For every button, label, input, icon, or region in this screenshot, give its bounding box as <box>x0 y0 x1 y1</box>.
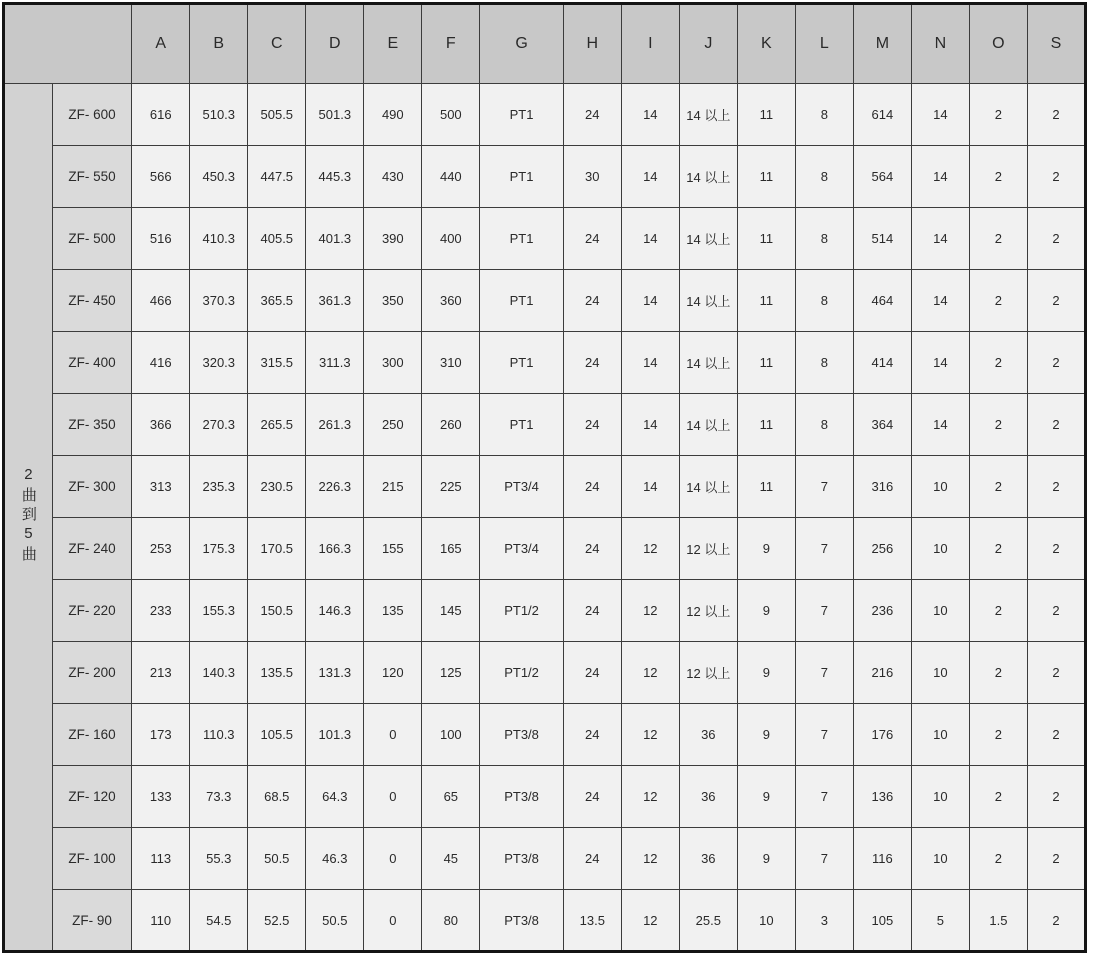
row-label: ZF- 550 <box>52 146 131 208</box>
cell-k: 11 <box>737 84 795 146</box>
cell-b: 73.3 <box>190 766 248 828</box>
row-label: ZF- 600 <box>52 84 131 146</box>
cell-m: 116 <box>853 828 911 890</box>
cell-d: 46.3 <box>306 828 364 890</box>
cell-s: 2 <box>1027 828 1085 890</box>
cell-g: PT3/8 <box>480 890 563 952</box>
cell-k: 11 <box>737 270 795 332</box>
cell-o: 2 <box>969 208 1027 270</box>
cell-c: 505.5 <box>248 84 306 146</box>
table-row <box>4 766 1086 828</box>
cell-a: 133 <box>132 766 190 828</box>
cell-g: PT3/8 <box>480 828 563 890</box>
cell-b: 235.3 <box>190 456 248 518</box>
column-header-n: N <box>911 4 969 84</box>
cell-l: 7 <box>795 518 853 580</box>
cell-h: 24 <box>563 270 621 332</box>
cell-g: PT1 <box>480 332 563 394</box>
cell-e: 300 <box>364 332 422 394</box>
cell-j: 12 以上 <box>679 518 737 580</box>
column-header-i: I <box>621 4 679 84</box>
cell-i: 12 <box>621 766 679 828</box>
cell-j: 12 以上 <box>679 580 737 642</box>
cell-c: 150.5 <box>248 580 306 642</box>
cell-f: 80 <box>422 890 480 952</box>
cell-f: 400 <box>422 208 480 270</box>
cell-o: 2 <box>969 394 1027 456</box>
cell-g: PT1 <box>480 84 563 146</box>
table-row <box>4 642 1086 704</box>
cell-j: 12 以上 <box>679 642 737 704</box>
cell-k: 9 <box>737 704 795 766</box>
cell-c: 365.5 <box>248 270 306 332</box>
cell-a: 516 <box>132 208 190 270</box>
table-row <box>4 146 1086 208</box>
cell-m: 564 <box>853 146 911 208</box>
column-header-l: L <box>795 4 853 84</box>
cell-a: 366 <box>132 394 190 456</box>
cell-a: 616 <box>132 84 190 146</box>
cell-a: 110 <box>132 890 190 952</box>
cell-f: 125 <box>422 642 480 704</box>
cell-d: 146.3 <box>306 580 364 642</box>
row-label: ZF- 500 <box>52 208 131 270</box>
row-label: ZF- 240 <box>52 518 131 580</box>
cell-i: 12 <box>621 704 679 766</box>
cell-f: 500 <box>422 84 480 146</box>
cell-m: 316 <box>853 456 911 518</box>
cell-l: 7 <box>795 828 853 890</box>
cell-g: PT3/8 <box>480 766 563 828</box>
cell-c: 68.5 <box>248 766 306 828</box>
corner-cell <box>4 4 132 84</box>
column-header-h: H <box>563 4 621 84</box>
cell-s: 2 <box>1027 84 1085 146</box>
column-header-a: A <box>132 4 190 84</box>
cell-j: 14 以上 <box>679 208 737 270</box>
cell-l: 8 <box>795 394 853 456</box>
cell-j: 14 以上 <box>679 332 737 394</box>
cell-n: 14 <box>911 84 969 146</box>
cell-c: 265.5 <box>248 394 306 456</box>
cell-l: 7 <box>795 766 853 828</box>
cell-i: 14 <box>621 332 679 394</box>
cell-n: 10 <box>911 828 969 890</box>
cell-l: 3 <box>795 890 853 952</box>
cell-e: 490 <box>364 84 422 146</box>
cell-s: 2 <box>1027 270 1085 332</box>
cell-a: 213 <box>132 642 190 704</box>
cell-m: 216 <box>853 642 911 704</box>
cell-o: 2 <box>969 332 1027 394</box>
cell-n: 10 <box>911 704 969 766</box>
cell-f: 165 <box>422 518 480 580</box>
cell-s: 2 <box>1027 766 1085 828</box>
row-label: ZF- 300 <box>52 456 131 518</box>
cell-k: 9 <box>737 828 795 890</box>
cell-g: PT1 <box>480 394 563 456</box>
cell-a: 173 <box>132 704 190 766</box>
cell-g: PT3/8 <box>480 704 563 766</box>
cell-s: 2 <box>1027 456 1085 518</box>
cell-k: 9 <box>737 580 795 642</box>
cell-j: 14 以上 <box>679 456 737 518</box>
cell-n: 14 <box>911 146 969 208</box>
cell-k: 11 <box>737 456 795 518</box>
cell-j: 36 <box>679 828 737 890</box>
cell-e: 215 <box>364 456 422 518</box>
cell-g: PT1 <box>480 146 563 208</box>
cell-n: 14 <box>911 332 969 394</box>
cell-h: 24 <box>563 394 621 456</box>
cell-s: 2 <box>1027 518 1085 580</box>
cell-n: 10 <box>911 580 969 642</box>
cell-d: 50.5 <box>306 890 364 952</box>
cell-g: PT3/4 <box>480 518 563 580</box>
cell-e: 0 <box>364 766 422 828</box>
cell-l: 7 <box>795 456 853 518</box>
cell-i: 12 <box>621 518 679 580</box>
cell-i: 14 <box>621 84 679 146</box>
cell-j: 36 <box>679 766 737 828</box>
cell-o: 2 <box>969 766 1027 828</box>
cell-g: PT1/2 <box>480 642 563 704</box>
table-row <box>4 394 1086 456</box>
row-label: ZF- 350 <box>52 394 131 456</box>
cell-h: 24 <box>563 580 621 642</box>
cell-l: 8 <box>795 332 853 394</box>
header-row <box>4 4 1086 84</box>
table-row <box>4 332 1086 394</box>
cell-f: 225 <box>422 456 480 518</box>
cell-h: 24 <box>563 332 621 394</box>
table-row <box>4 84 1086 146</box>
column-header-o: O <box>969 4 1027 84</box>
cell-o: 2 <box>969 84 1027 146</box>
cell-o: 2 <box>969 270 1027 332</box>
table-row <box>4 456 1086 518</box>
cell-d: 445.3 <box>306 146 364 208</box>
cell-f: 65 <box>422 766 480 828</box>
cell-m: 464 <box>853 270 911 332</box>
cell-c: 230.5 <box>248 456 306 518</box>
cell-c: 52.5 <box>248 890 306 952</box>
row-label: ZF- 120 <box>52 766 131 828</box>
cell-m: 614 <box>853 84 911 146</box>
cell-k: 9 <box>737 766 795 828</box>
column-header-c: C <box>248 4 306 84</box>
cell-m: 236 <box>853 580 911 642</box>
cell-a: 233 <box>132 580 190 642</box>
column-header-j: J <box>679 4 737 84</box>
cell-m: 105 <box>853 890 911 952</box>
cell-j: 14 以上 <box>679 394 737 456</box>
cell-a: 416 <box>132 332 190 394</box>
column-header-m: M <box>853 4 911 84</box>
cell-j: 25.5 <box>679 890 737 952</box>
row-label: ZF- 90 <box>52 890 131 952</box>
cell-e: 350 <box>364 270 422 332</box>
cell-c: 315.5 <box>248 332 306 394</box>
cell-b: 175.3 <box>190 518 248 580</box>
spec-table <box>2 2 1087 953</box>
cell-i: 14 <box>621 394 679 456</box>
table-row <box>4 270 1086 332</box>
cell-e: 390 <box>364 208 422 270</box>
cell-f: 145 <box>422 580 480 642</box>
cell-e: 155 <box>364 518 422 580</box>
cell-s: 2 <box>1027 642 1085 704</box>
cell-b: 320.3 <box>190 332 248 394</box>
cell-k: 10 <box>737 890 795 952</box>
cell-g: PT3/4 <box>480 456 563 518</box>
cell-a: 566 <box>132 146 190 208</box>
cell-e: 120 <box>364 642 422 704</box>
cell-c: 105.5 <box>248 704 306 766</box>
row-group-label-text: 2曲到5曲 <box>19 465 37 565</box>
cell-h: 24 <box>563 828 621 890</box>
column-header-g: G <box>480 4 563 84</box>
cell-j: 14 以上 <box>679 84 737 146</box>
cell-f: 360 <box>422 270 480 332</box>
cell-k: 11 <box>737 208 795 270</box>
cell-l: 8 <box>795 146 853 208</box>
cell-i: 14 <box>621 208 679 270</box>
cell-o: 2 <box>969 456 1027 518</box>
cell-b: 155.3 <box>190 580 248 642</box>
cell-i: 12 <box>621 828 679 890</box>
cell-d: 361.3 <box>306 270 364 332</box>
cell-s: 2 <box>1027 208 1085 270</box>
cell-d: 101.3 <box>306 704 364 766</box>
cell-n: 14 <box>911 394 969 456</box>
cell-i: 14 <box>621 270 679 332</box>
row-group-label <box>4 84 53 952</box>
cell-o: 2 <box>969 642 1027 704</box>
cell-s: 2 <box>1027 332 1085 394</box>
cell-f: 440 <box>422 146 480 208</box>
cell-d: 501.3 <box>306 84 364 146</box>
cell-m: 176 <box>853 704 911 766</box>
cell-b: 370.3 <box>190 270 248 332</box>
column-header-s: S <box>1027 4 1085 84</box>
cell-h: 13.5 <box>563 890 621 952</box>
table-row <box>4 828 1086 890</box>
cell-d: 226.3 <box>306 456 364 518</box>
cell-n: 14 <box>911 208 969 270</box>
cell-j: 14 以上 <box>679 146 737 208</box>
cell-e: 430 <box>364 146 422 208</box>
cell-j: 14 以上 <box>679 270 737 332</box>
row-label: ZF- 400 <box>52 332 131 394</box>
cell-e: 0 <box>364 828 422 890</box>
column-header-e: E <box>364 4 422 84</box>
cell-l: 8 <box>795 208 853 270</box>
cell-n: 10 <box>911 456 969 518</box>
cell-h: 24 <box>563 518 621 580</box>
cell-n: 14 <box>911 270 969 332</box>
cell-i: 14 <box>621 146 679 208</box>
cell-k: 11 <box>737 394 795 456</box>
cell-b: 54.5 <box>190 890 248 952</box>
cell-c: 447.5 <box>248 146 306 208</box>
cell-d: 64.3 <box>306 766 364 828</box>
row-label: ZF- 160 <box>52 704 131 766</box>
cell-e: 135 <box>364 580 422 642</box>
cell-l: 7 <box>795 580 853 642</box>
row-label: ZF- 100 <box>52 828 131 890</box>
cell-c: 50.5 <box>248 828 306 890</box>
cell-m: 514 <box>853 208 911 270</box>
column-header-f: F <box>422 4 480 84</box>
cell-b: 110.3 <box>190 704 248 766</box>
cell-i: 12 <box>621 580 679 642</box>
cell-h: 24 <box>563 704 621 766</box>
cell-f: 260 <box>422 394 480 456</box>
cell-l: 8 <box>795 270 853 332</box>
cell-h: 30 <box>563 146 621 208</box>
cell-h: 24 <box>563 208 621 270</box>
cell-b: 450.3 <box>190 146 248 208</box>
cell-g: PT1/2 <box>480 580 563 642</box>
table-row <box>4 518 1086 580</box>
cell-l: 7 <box>795 642 853 704</box>
cell-d: 401.3 <box>306 208 364 270</box>
table-body <box>4 84 1086 952</box>
cell-n: 5 <box>911 890 969 952</box>
cell-d: 311.3 <box>306 332 364 394</box>
cell-c: 170.5 <box>248 518 306 580</box>
cell-o: 2 <box>969 828 1027 890</box>
cell-f: 45 <box>422 828 480 890</box>
cell-b: 270.3 <box>190 394 248 456</box>
cell-n: 10 <box>911 642 969 704</box>
cell-c: 405.5 <box>248 208 306 270</box>
cell-m: 414 <box>853 332 911 394</box>
cell-k: 11 <box>737 332 795 394</box>
table-row <box>4 208 1086 270</box>
cell-e: 0 <box>364 704 422 766</box>
cell-n: 10 <box>911 766 969 828</box>
cell-o: 2 <box>969 704 1027 766</box>
cell-h: 24 <box>563 84 621 146</box>
cell-e: 0 <box>364 890 422 952</box>
cell-l: 8 <box>795 84 853 146</box>
cell-o: 1.5 <box>969 890 1027 952</box>
table-row <box>4 580 1086 642</box>
cell-h: 24 <box>563 642 621 704</box>
cell-s: 2 <box>1027 704 1085 766</box>
column-header-b: B <box>190 4 248 84</box>
cell-o: 2 <box>969 146 1027 208</box>
cell-l: 7 <box>795 704 853 766</box>
cell-d: 131.3 <box>306 642 364 704</box>
cell-c: 135.5 <box>248 642 306 704</box>
cell-o: 2 <box>969 580 1027 642</box>
cell-s: 2 <box>1027 890 1085 952</box>
cell-d: 166.3 <box>306 518 364 580</box>
cell-h: 24 <box>563 456 621 518</box>
cell-a: 466 <box>132 270 190 332</box>
cell-n: 10 <box>911 518 969 580</box>
cell-a: 313 <box>132 456 190 518</box>
cell-m: 364 <box>853 394 911 456</box>
cell-k: 9 <box>737 518 795 580</box>
table-row <box>4 890 1086 952</box>
cell-a: 253 <box>132 518 190 580</box>
cell-b: 510.3 <box>190 84 248 146</box>
cell-m: 256 <box>853 518 911 580</box>
column-header-k: K <box>737 4 795 84</box>
row-label: ZF- 220 <box>52 580 131 642</box>
cell-g: PT1 <box>480 208 563 270</box>
cell-g: PT1 <box>480 270 563 332</box>
row-label: ZF- 450 <box>52 270 131 332</box>
cell-j: 36 <box>679 704 737 766</box>
cell-s: 2 <box>1027 394 1085 456</box>
cell-i: 14 <box>621 456 679 518</box>
table-row <box>4 704 1086 766</box>
cell-s: 2 <box>1027 580 1085 642</box>
row-label: ZF- 200 <box>52 642 131 704</box>
column-header-d: D <box>306 4 364 84</box>
cell-h: 24 <box>563 766 621 828</box>
cell-b: 410.3 <box>190 208 248 270</box>
cell-o: 2 <box>969 518 1027 580</box>
cell-s: 2 <box>1027 146 1085 208</box>
cell-a: 113 <box>132 828 190 890</box>
cell-k: 9 <box>737 642 795 704</box>
cell-i: 12 <box>621 890 679 952</box>
cell-m: 136 <box>853 766 911 828</box>
cell-e: 250 <box>364 394 422 456</box>
cell-f: 310 <box>422 332 480 394</box>
cell-k: 11 <box>737 146 795 208</box>
cell-b: 140.3 <box>190 642 248 704</box>
cell-f: 100 <box>422 704 480 766</box>
cell-d: 261.3 <box>306 394 364 456</box>
cell-b: 55.3 <box>190 828 248 890</box>
cell-i: 12 <box>621 642 679 704</box>
